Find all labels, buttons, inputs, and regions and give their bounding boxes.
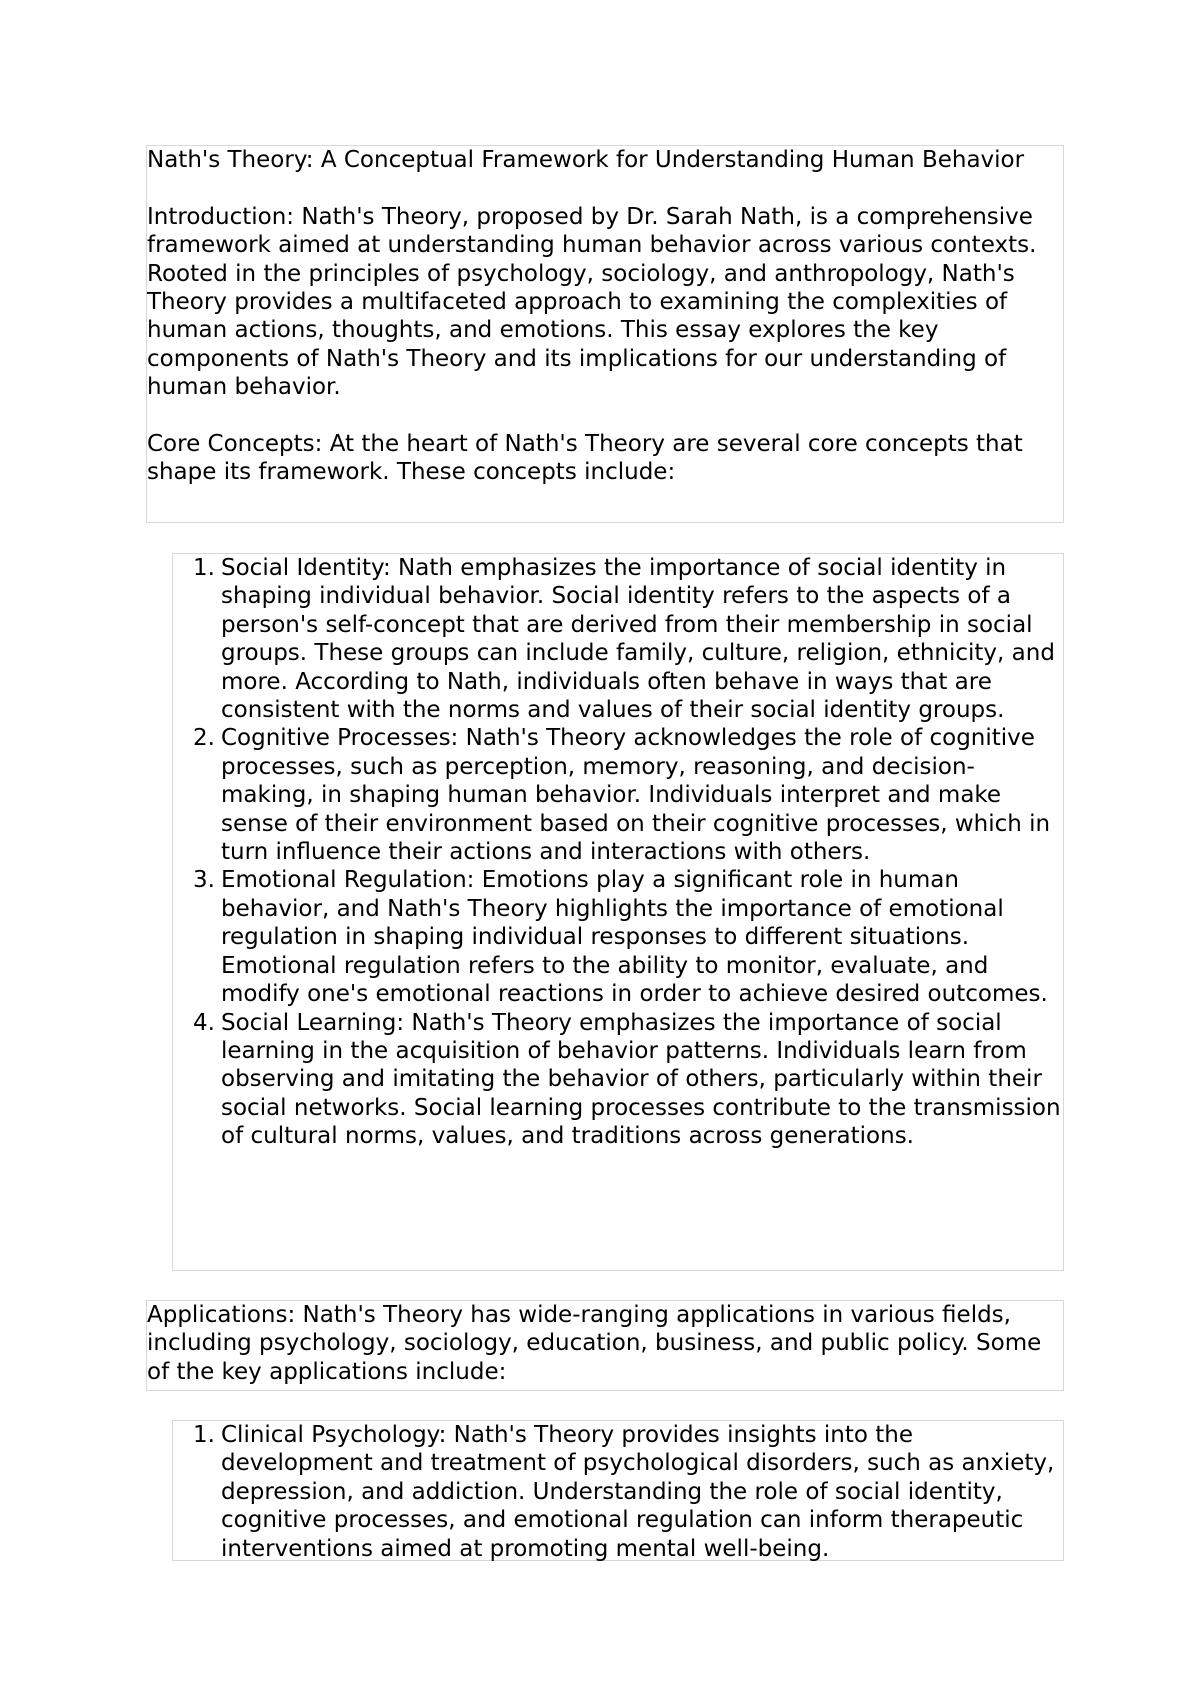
list-item-text: Clinical Psychology: Nath's Theory provides insights into the development and treatment of psychological disorders, such as anxiety, depression, and addiction. Understanding the role of social identity, cognitive processes, and emotional regulation can inform therapeutic interventions aimed at promoting mental well-being. bbox=[221, 1422, 1055, 1562]
list-item bbox=[193, 554, 1063, 724]
list-item-number: 1. bbox=[193, 555, 215, 581]
introduction-paragraph: Introduction: Nath's Theory, proposed by Dr. Sarah Nath, is a comprehensive framework aimed at understanding human behavior across various contexts. Rooted in the principles of psychology, sociology, and anthropology, Nath's Theory provides a multifaceted approach to examining the complexities of human actions, thoughts, and emotions. This essay explores the key components of Nath's Theory and its implications for our understanding of human behavior. bbox=[147, 203, 1037, 401]
list-item-text: Social Identity: Nath emphasizes the importance of social identity in shaping individual behavior. Social identity refers to the aspects of a person's self-concept that are derived from their membership in social groups. These groups can include family, culture, religion, ethnicity, and more. According to Nath, individuals often behave in ways that are consistent with the norms and values of their social identity groups. bbox=[221, 555, 1055, 724]
core-concepts-intro: Core Concepts: At the heart of Nath's Theory are several core concepts that shape its framework. These concepts include: bbox=[147, 431, 1023, 486]
list-item bbox=[193, 1421, 1063, 1563]
core-concepts-list bbox=[172, 553, 1064, 1271]
list-item-text: Social Learning: Nath's Theory emphasizes the importance of social learning in the acquisition of behavior patterns. Individuals learn from observing and imitating the behavior of others, particularly within their social networks. Social learning processes contribute to the transmission of cultural norms, values, and traditions across generations. bbox=[221, 1009, 1061, 1150]
list-item-number: 3. bbox=[193, 867, 215, 894]
list-item bbox=[193, 724, 1063, 866]
document-title: Nath's Theory: A Conceptual Framework for Understanding Human Behavior bbox=[147, 147, 1025, 173]
list-item-text: Cognitive Processes: Nath's Theory acknowledges the role of cognitive processes, such as perception, memory, reasoning, and decision-making, in shaping human behavior. Individuals interpret and make sense of their environment based on their cognitive processes, which in turn influence their actions and interactions with others. bbox=[221, 725, 1051, 866]
list-item-text: Emotional Regulation: Emotions play a significant role in human behavior, and Nath's Theory highlights the importance of emotional regulation in shaping individual responses to different situations. Emotional regulation refers to the ability to monitor, evaluate, and modify one's emotional reactions in order to achieve desired outcomes. bbox=[221, 867, 1048, 1008]
list-item bbox=[193, 1009, 1063, 1151]
applications-intro: Applications: Nath's Theory has wide-ranging applications in various fields, including psychology, sociology, education, business, and public policy. Some of the key applications include: bbox=[147, 1302, 1042, 1385]
list-item-number: 1. bbox=[193, 1422, 215, 1448]
list-item-number: 4. bbox=[193, 1009, 215, 1036]
applications-list bbox=[172, 1420, 1064, 1561]
applications-section bbox=[146, 1300, 1064, 1391]
list-item-number: 2. bbox=[193, 725, 215, 752]
intro-section bbox=[146, 145, 1064, 523]
list-item bbox=[193, 866, 1063, 1008]
